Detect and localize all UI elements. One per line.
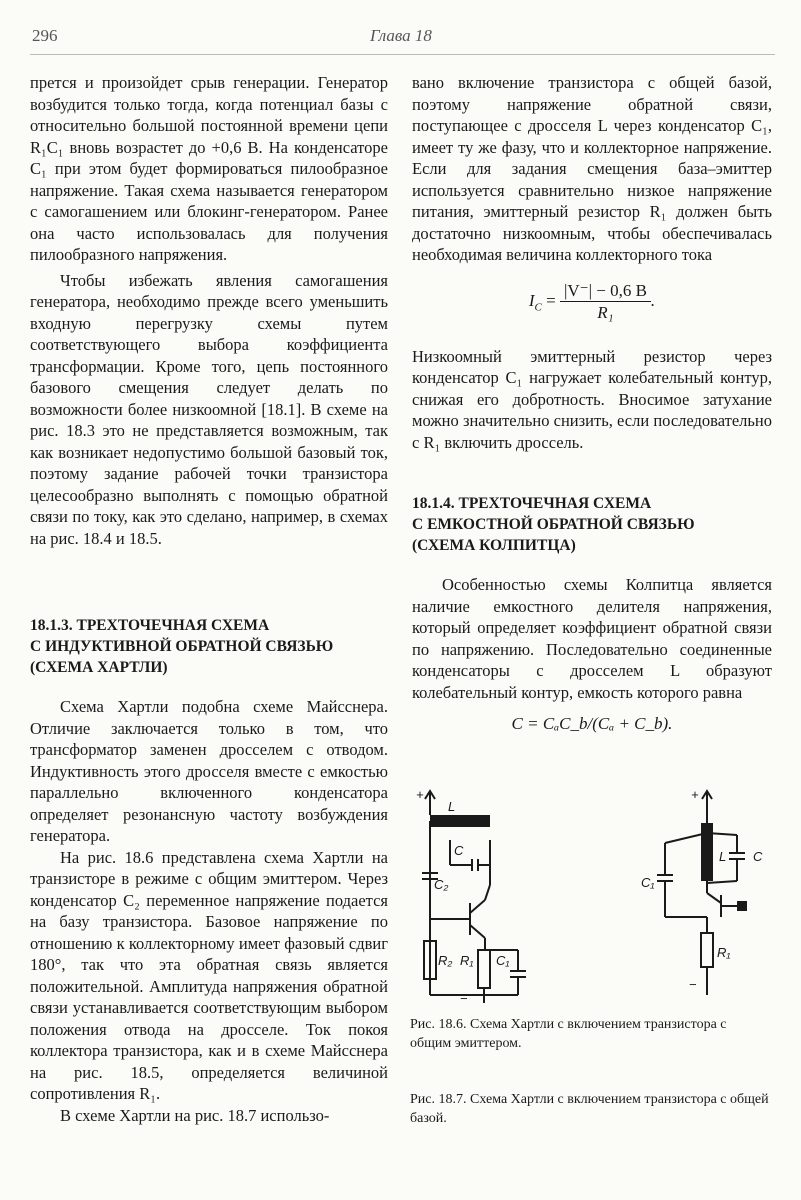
fig-18-7-hartley-common-base bbox=[625, 785, 775, 1005]
formula-denominator: R₁ bbox=[597, 303, 614, 322]
formula-fraction bbox=[560, 280, 651, 324]
formula-capacitance: C = CₐC_b/(Cₐ + C_b). bbox=[511, 714, 673, 733]
fig6-label-minus: − bbox=[460, 991, 468, 1005]
heading-line: 18.1.3. ТРЕХТОЧЕЧНАЯ СХЕМА bbox=[30, 617, 270, 634]
formula-lhs-sub: C bbox=[534, 300, 542, 313]
formula-numerator: |V⁻| − 0,6 В bbox=[560, 280, 651, 303]
heading-line: (СХЕМА КОЛПИТЦА) bbox=[412, 537, 576, 554]
fig7-ground-bar bbox=[737, 901, 747, 911]
heading-line: (СХЕМА ХАРТЛИ) bbox=[30, 659, 168, 676]
fig7-label-R1: R₁ bbox=[717, 945, 731, 960]
right-column bbox=[412, 72, 772, 735]
inductor-core bbox=[430, 815, 490, 827]
section-heading-18-1-3 bbox=[30, 615, 388, 678]
left-paragraph-1: прется и произойдет срыв генерации. Генератор возбудится только тогда, когда потенциал базы с относительно большой постоянной времени цепи R₁C₁ вновь возрастет до +0,6 В. На конденсаторе C₁ при этом будет формироваться пилообразное напряжение. Такая схема называется генератором с самогашением или блокинг-генератором. Ранее она часто использовалась для получения пилообразного напряжения. bbox=[30, 73, 388, 264]
fig-18-6-caption: Рис. 18.6. Схема Хартли с включением транзистора с общим эмиттером. bbox=[410, 1017, 727, 1051]
left-column bbox=[30, 72, 388, 1126]
fig6-label-R1: R₁ bbox=[460, 953, 474, 968]
fig7-label-C1: C₁ bbox=[641, 875, 655, 890]
left-paragraph-5: В схеме Хартли на рис. 18.7 использо- bbox=[60, 1105, 330, 1125]
fig7-label-C: C bbox=[753, 849, 763, 864]
left-paragraph-3: Схема Хартли подобна схеме Майсснера. Отличие заключается только в том, что трансформатор заменен дросселем с отводом. Индуктивность этого дросселя вместе с емкостью параллельно включенного конденсатора определяет резонансную частоту возбуждения генератора. bbox=[30, 697, 388, 845]
page-number: 296 bbox=[32, 26, 58, 45]
fig6-label-C: C bbox=[454, 843, 464, 858]
formula-collector-current: $I_C$ = $\frac{|V^-| - 0,6 В}{\text{R₁}}$ . bbox=[528, 280, 656, 322]
right-paragraph-1: вано включение транзистора с общей базой, поэтому напряжение обратной связи, поступающее с дросселя L через конденсатор C₁, имеет ту же фазу, что и коллекторное напряжение. Если для задания смещения база–эмиттер используется сравнительно низкое напряжение питания, эмиттерный резистор R₁ должен быть достаточно низкоомным, чтобы обеспечивалась необходимая величина коллекторного тока bbox=[412, 73, 772, 264]
fig7-inductor-core bbox=[701, 823, 713, 881]
heading-line: 18.1.4. ТРЕХТОЧЕЧНАЯ СХЕМА bbox=[412, 495, 652, 512]
fig6-label-C1: C₁ bbox=[496, 953, 510, 968]
fig-18-6-hartley-common-emitter bbox=[410, 785, 550, 1005]
heading-line: С ЕМКОСТНОЙ ОБРАТНОЙ СВЯЗЬЮ bbox=[412, 516, 695, 533]
heading-line: С ИНДУКТИВНОЙ ОБРАТНОЙ СВЯЗЬЮ bbox=[30, 638, 334, 655]
fig6-label-L: L bbox=[448, 799, 456, 814]
fig-18-7-caption: Рис. 18.7. Схема Хартли с включением транзистора с общей базой. bbox=[410, 1092, 769, 1126]
fig6-label-plus: + bbox=[416, 787, 424, 802]
chapter-title: Глава 18 bbox=[370, 26, 432, 45]
fig7-label-L: L bbox=[719, 849, 727, 864]
fig7-label-plus: + bbox=[691, 787, 699, 802]
header-rule bbox=[30, 54, 775, 55]
right-paragraph-3: Особенностью схемы Колпитца является наличие емкостного делителя напряжения, который определяет коэффициент обратной связи по напряжению. Последовательно соединенные конденсаторы с дросселем L образуют колебательный контур, емкость которого равна bbox=[412, 575, 772, 702]
left-paragraph-2: Чтобы избежать явления самогашения генератора, необходимо прежде всего уменьшить входную перегрузку схемы путем соответствующего выбора коэффициента трансформации. Кроме того, цепь постоянного базового смещения следует делать по возможности более низкоомной [18.1]. В схеме на рис. 18.3 это не представляется возможным, так как возникает недопустимо большой базовый ток, поэтому задание рабочей точки транзистора целесообразно выполнять с помощью обратной связи по току, как это сделано, например, в схемах на рис. 18.4 и 18.5. bbox=[30, 270, 388, 548]
formula-lhs: I bbox=[528, 290, 535, 310]
right-paragraph-2: Низкоомный эмиттерный резистор через конденсатор C₁ нагружает колебательный контур, снижая его добротность. Вносимое затухание можно значительно снизить, если последовательно с R₁ включить дроссель. bbox=[412, 346, 772, 452]
fig6-label-R2: R₂ bbox=[438, 953, 453, 968]
left-paragraph-4: На рис. 18.6 представлена схема Хартли на транзисторе в режиме с общим эмиттером. Через конденсатор C₂ переменное напряжение подается на базу транзистора. Базовое напряжение по отношению к коллекторному имеет фазовый сдвиг 180°, так что эта обратная связь является положительной. Амплитуда напряжения обратной связи устанавливается соответствующим выбором положения отвода на дросселе. Ток покоя коллектора транзистора, как и в схеме Майсснера на рис. 18.5, определяется величиной сопротивления R₁. bbox=[30, 847, 388, 1103]
fig7-label-minus: − bbox=[689, 977, 697, 992]
section-heading-18-1-4 bbox=[412, 493, 772, 556]
fig6-label-C2: C₂ bbox=[434, 877, 449, 892]
